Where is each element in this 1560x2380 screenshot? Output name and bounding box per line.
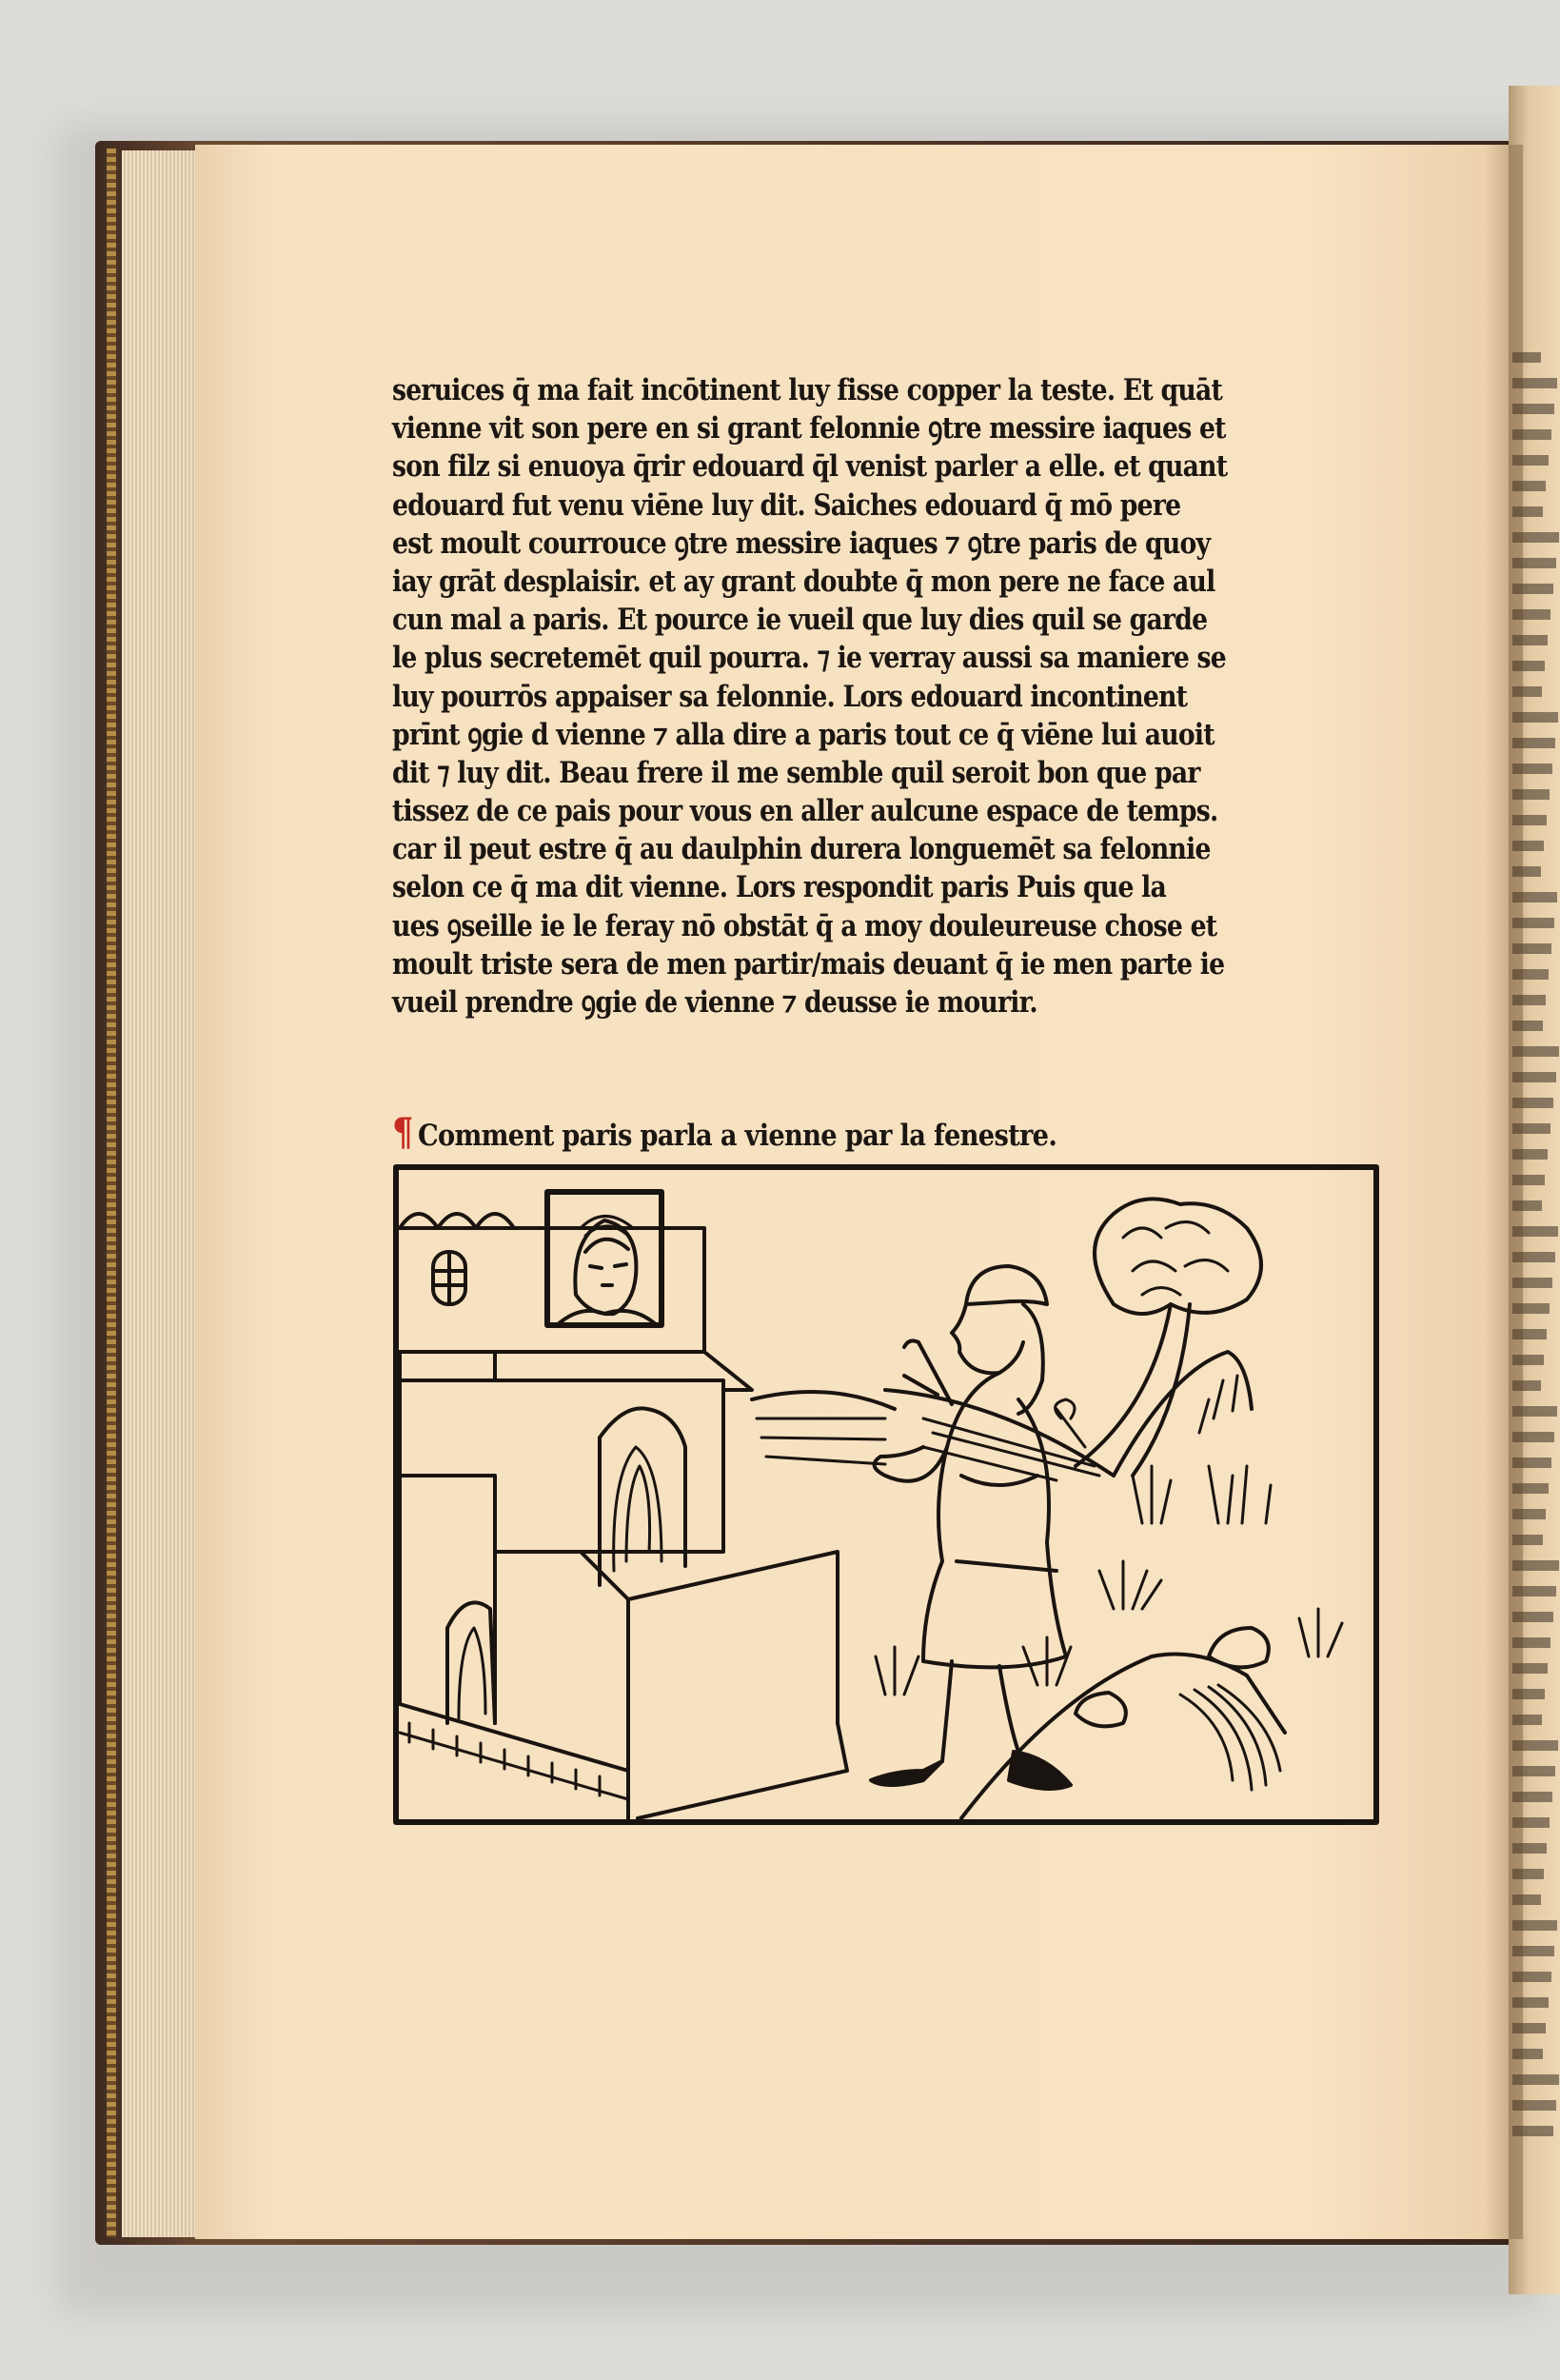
caption-text: Comment paris parla a vienne par la fenestre.	[417, 1119, 1057, 1153]
page-fore-edge	[122, 150, 200, 2237]
text-line: luy pourrōs appaiser sa felonnie. Lors edouard incontinent	[392, 679, 1188, 714]
text-line: edouard fut venu viēne luy dit. Saiches edouard q̄ mō pere	[392, 487, 1181, 523]
text-line: cun mal a paris. Et pource ie vueil que luy dies quil se garde	[392, 603, 1208, 638]
text-block	[392, 371, 1382, 1021]
text-line: car il peut estre q̄ au daulphin durera longuemēt sa felonnie	[392, 832, 1211, 867]
text-line: tissez de ce pais pour vous en aller aulcune espace de temps.	[392, 794, 1218, 829]
text-line: prīnt ꝯgie d vienne ⁊ alla dire a paris tout ce q̄ viēne lui auoit	[392, 717, 1214, 752]
text-line: le plus secretemēt quil pourra. ⁊ ie verray aussi sa maniere se	[392, 641, 1226, 676]
text-line: vienne vit son pere en si grant felonnie ꝯtre messire iaques et	[392, 411, 1226, 446]
text-line: seruices q̄ ma fait incōtinent luy fisse copper la teste. Et quāt	[392, 373, 1222, 407]
text-line: moult triste sera de men partir/mais deuant q̄ ie men parte ie	[392, 946, 1225, 982]
woodcut-illustration-icon	[390, 1161, 1380, 1828]
page-gutter-shadow	[1485, 145, 1523, 2239]
text-line: ues ꝯseille ie le feray nō obstāt q̄ a moy douleureuse chose et	[392, 908, 1217, 943]
text-line: selon ce q̄ ma dit vienne. Lors respondit paris Puis que la	[392, 870, 1167, 905]
text-line: vueil prendre ꝯgie de vienne ⁊ deusse ie mourir.	[392, 985, 1037, 1020]
gilt-edge	[107, 149, 116, 2237]
chapter-caption	[392, 1110, 1056, 1155]
text-line: iay grāt desplaisir. et ay grant doubte q̄ mon pere ne face aul	[392, 564, 1215, 599]
text-line: son filz si enuoya q̄rir edouard q̄l venist parler a elle. et quant	[392, 449, 1228, 485]
text-line: est moult courrouce ꝯtre messire iaques ⁊ ꝯtre paris de quoy	[392, 526, 1211, 561]
pilcrow-icon: ¶	[392, 1110, 413, 1155]
text-line: dit ⁊ luy dit. Beau frere il me semble quil seroit bon que par	[392, 755, 1200, 790]
